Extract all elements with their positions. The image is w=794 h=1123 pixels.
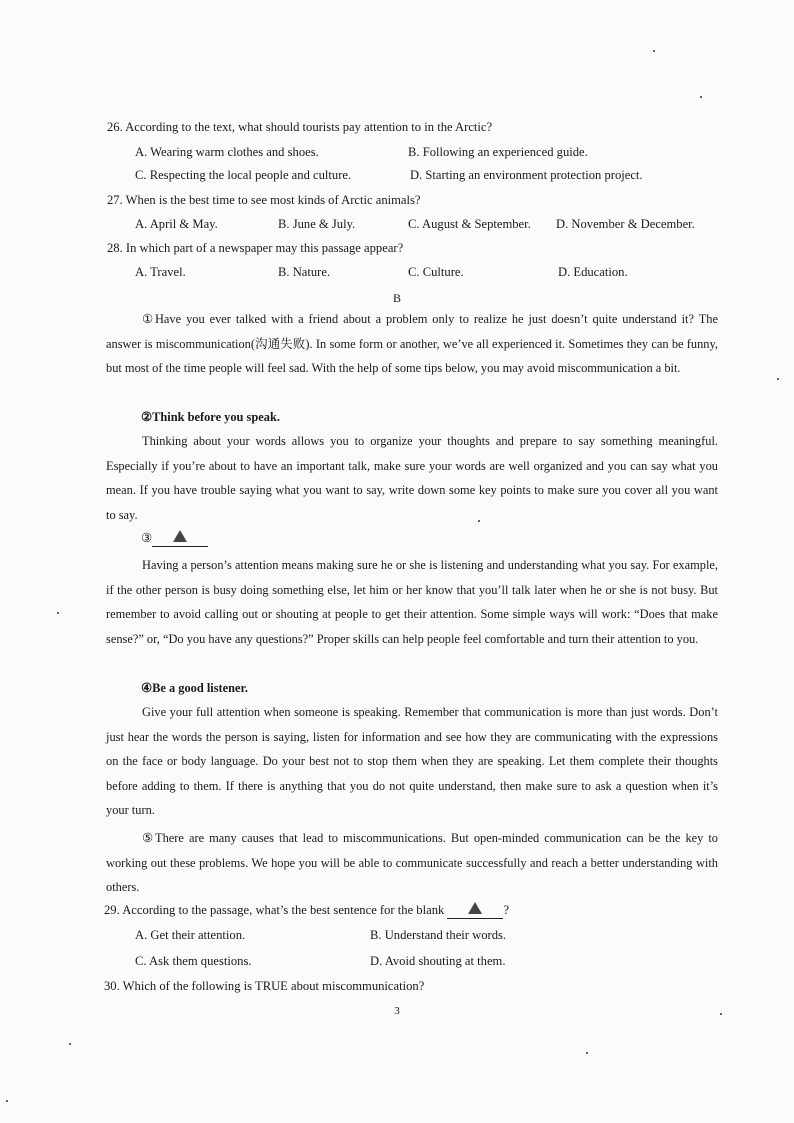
q28-option-c: C. Culture. (408, 265, 464, 279)
heading-think-before-speak: ②Think before you speak. (141, 410, 280, 424)
q26-option-a: A. Wearing warm clothes and shoes. (135, 145, 319, 159)
question-28-stem: 28. In which part of a newspaper may this passage appear? (107, 241, 404, 255)
q29-option-b: B. Understand their words. (370, 928, 507, 942)
q26-option-d: D. Starting an environment protection project. (410, 168, 643, 182)
q26-option-c: C. Respecting the local people and culture. (135, 168, 352, 182)
scan-speck (586, 1052, 588, 1054)
triangle-icon (173, 530, 187, 542)
scan-speck (57, 612, 59, 614)
scan-speck (478, 520, 480, 522)
q27-option-c: C. August & September. (408, 217, 531, 231)
question-26-stem: 26. According to the text, what should tourists pay attention to in the Arctic? (107, 120, 493, 134)
passage-paragraph-5: ⑤There are many causes that lead to miscommunications. But open-minded communication can be the key to working out these problems. We hope you will be able to communicate successfully and reach a better understanding with others. (106, 831, 718, 895)
triangle-icon (468, 902, 482, 914)
q29-option-a: A. Get their attention. (135, 928, 246, 942)
q29-option-c: C. Ask them questions. (135, 954, 252, 968)
question-30-stem: 30. Which of the following is TRUE about miscommunication? (104, 979, 425, 993)
q28-option-a: A. Travel. (135, 265, 186, 279)
q29-stem-text: 29. According to the passage, what’s the best sentence for the blank (104, 903, 445, 917)
passage-paragraph-4: Give your full attention when someone is speaking. Remember that communication is more than just words. Don’t just hear the words the person is saying, listen for information and see how they are communicating with the expressions on the face or body language. Do your best not to stop them when they are speaking. Let them complete their thoughts before adding to them. If there is anything that you do not quite understand, then make sure to ask a question when it’s your turn. (106, 705, 718, 818)
q29-option-d: D. Avoid shouting at them. (370, 954, 506, 968)
scan-speck (69, 1043, 71, 1045)
passage-paragraph-3: Having a person’s attention means making sure he or she is listening and understanding what you say. For example, if the other person is busy doing something else, let him or her know that you’ll talk later when he or she is not busy. But remember to avoid calling out or shouting at people to get their attention. Some simple ways will work: “Does that make sense?” or, “Do you have any questions?” Proper skills can help people feel comfortable and turn their attention to you. (106, 558, 718, 646)
question-27-stem: 27. When is the best time to see most kinds of Arctic animals? (107, 193, 421, 207)
question-29-stem (104, 902, 509, 919)
q27-option-a: A. April & May. (135, 217, 218, 231)
scan-speck (700, 96, 702, 98)
q28-option-d: D. Education. (558, 265, 628, 279)
q26-option-b: B. Following an experienced guide. (408, 145, 588, 159)
scan-speck (653, 50, 655, 52)
q27-option-b: B. June & July. (278, 217, 356, 231)
q28-option-b: B. Nature. (278, 265, 331, 279)
q29-blank (447, 902, 503, 919)
passage-paragraph-1: ①Have you ever talked with a friend about a problem only to realize he just doesn’t quite understand it? The answer is miscommunication(沟通失败). In some form or another, we’ve all experienced it. Sometimes they can be funny, but most of the time people will feel sad. With the help of some tips below, you may avoid miscommunication a bit. (106, 312, 718, 376)
scan-speck (6, 1100, 8, 1102)
q27-option-d: D. November & December. (556, 217, 695, 231)
scan-speck (720, 1013, 722, 1015)
heading-3-blank (141, 530, 208, 547)
heading-3-number: ③ (141, 531, 153, 545)
page-number: 3 (394, 1005, 400, 1017)
answer-blank (152, 530, 208, 547)
scan-speck (777, 378, 779, 380)
passage-paragraph-2: Thinking about your words allows you to organize your thoughts and prepare to say something meaningful. Especially if you’re about to have an important talk, make sure your words are well organized and you can say what you mean. If you have trouble saying what you want to say, write down some key points to make sure you cover all you want to say. (106, 434, 718, 522)
section-label: B (392, 291, 401, 305)
q29-stem-end: ? (503, 903, 510, 917)
heading-good-listener: ④Be a good listener. (141, 681, 249, 695)
